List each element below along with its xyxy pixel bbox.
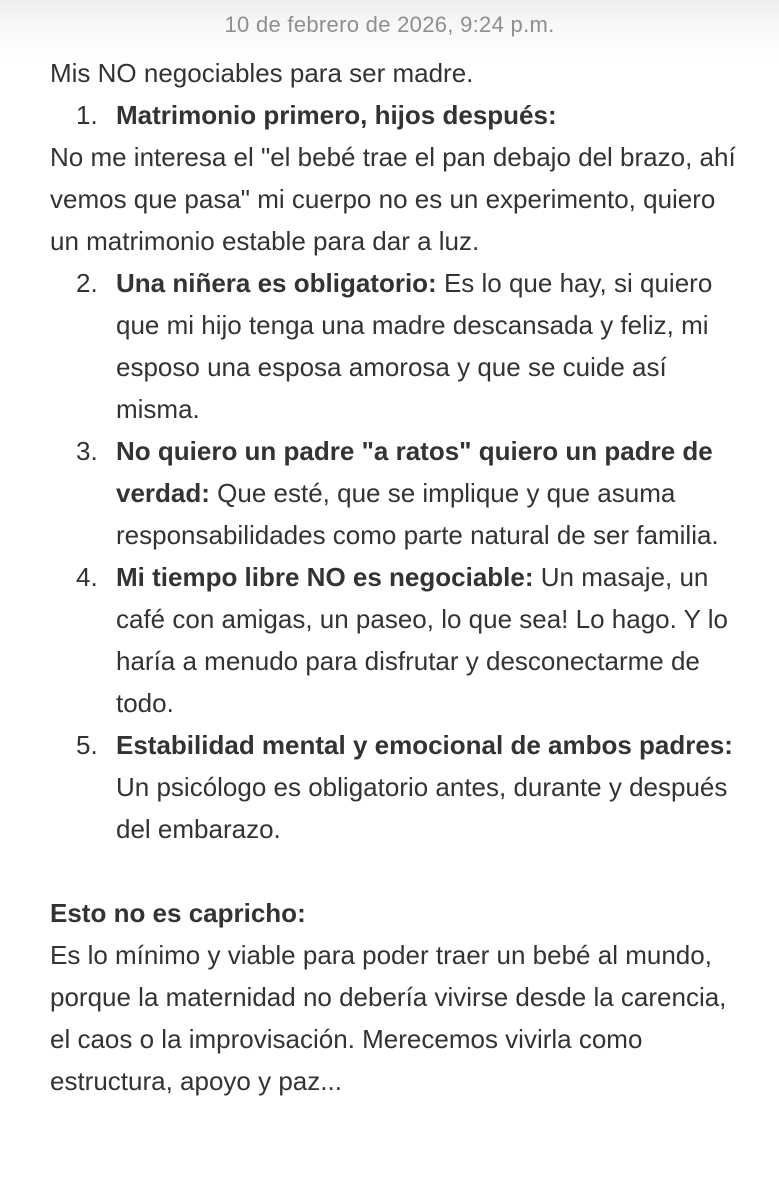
- note-title: Mis NO negociables para ser madre.: [50, 58, 474, 88]
- list-item-number: 2.: [76, 268, 98, 298]
- list-item: [50, 262, 740, 430]
- note-paragraph: No me interesa el "el bebé trae el pan debajo del brazo, ahí vemos que pasa" mi cuerpo no es un experimento, quiero un matrimonio estable para dar a luz.: [50, 142, 736, 256]
- list-item: [50, 556, 740, 724]
- list-item-text: Es lo que hay, si quiero que mi hijo tenga una madre descansada y feliz, mi esposo una esposa amorosa y que se cuide así misma.: [116, 268, 713, 424]
- list-item: [50, 94, 740, 136]
- list-item-heading: Estabilidad mental y emocional de ambos padres:: [116, 730, 733, 760]
- list-item-number: 1.: [76, 100, 98, 130]
- list-item-heading: Una niñera es obligatorio:: [116, 268, 437, 298]
- list-item-heading: No quiero un padre "a ratos" quiero un padre de verdad:: [116, 436, 713, 508]
- closing-paragraph: Es lo mínimo y viable para poder traer un bebé al mundo, porque la maternidad no debería vivirse desde la carencia, el caos o la improvisación. Merecemos vivirla como estructura, apoyo y paz...: [50, 940, 727, 1096]
- list-item: [50, 724, 740, 850]
- list-item-text: Que esté, que se implique y que asuma responsabilidades como parte natural de ser familia.: [116, 478, 719, 550]
- list-item-heading: Mi tiempo libre NO es negociable:: [116, 562, 534, 592]
- list-item-text: Un masaje, un café con amigas, un paseo, lo que sea! Lo hago. Y lo haría a menudo para disfrutar y desconectarme de todo.: [116, 562, 728, 718]
- list-item-text: Un psicólogo es obligatorio antes, durante y después del embarazo.: [116, 772, 728, 844]
- numbered-list-first: [50, 94, 740, 136]
- note-body[interactable]: [50, 52, 740, 1102]
- note-timestamp: 10 de febrero de 2026, 9:24 p.m.: [224, 12, 555, 37]
- list-item-number: 5.: [76, 730, 98, 760]
- list-item-heading: Matrimonio primero, hijos después:: [116, 100, 557, 130]
- list-item-number: 4.: [76, 562, 98, 592]
- blank-line: [50, 850, 740, 892]
- list-item: [50, 430, 740, 556]
- list-item-number: 3.: [76, 436, 98, 466]
- numbered-list-rest: [50, 262, 740, 850]
- closing-heading: Esto no es capricho:: [50, 898, 306, 928]
